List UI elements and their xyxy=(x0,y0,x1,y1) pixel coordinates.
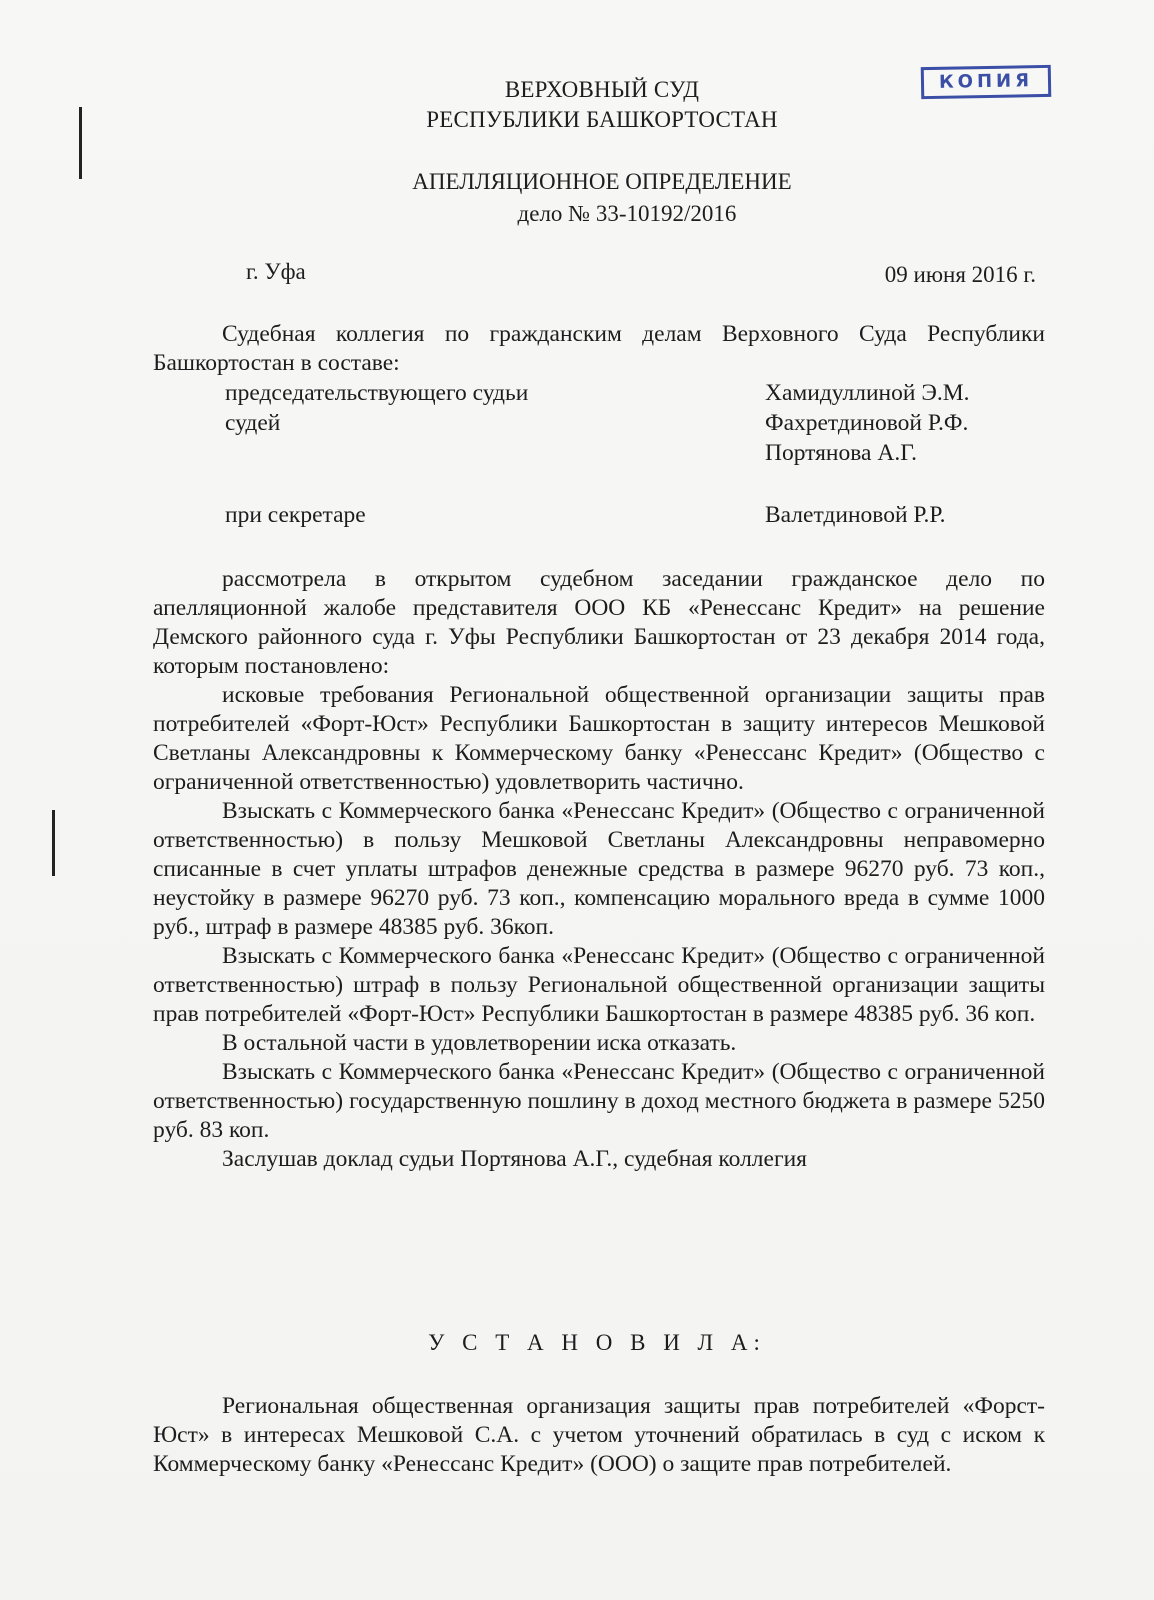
presiding-name: Хамидуллиной Э.М. xyxy=(765,380,970,406)
paragraph: В остальной части в удовлетворении иска отказать. xyxy=(222,1030,737,1056)
paragraph: Взыскать с Коммерческого банка «Ренессанс Кредит» (Общество с ограниченной ответственностью) государственную пошлину в доход местного бюджета в размере 5250 руб. 83 коп. xyxy=(153,1059,1045,1143)
judges-row-2 xyxy=(225,438,1045,468)
case-number: дело № 33-10192/2016 xyxy=(517,201,737,226)
judges-row xyxy=(225,408,1045,438)
court-line-1: ВЕРХОВНЫЙ СУД xyxy=(504,77,700,102)
judge-2-name: Портянова А.Г. xyxy=(765,440,918,466)
secretary-row xyxy=(225,500,1045,530)
decision-body xyxy=(153,565,1045,1174)
established-body xyxy=(153,1392,1045,1479)
presiding-row xyxy=(225,378,1045,408)
paragraph: Взыскать с Коммерческого банка «Ренессанс Кредит» (Общество с ограниченной ответственностью) штраф в пользу Региональной общественной организации защиты прав потребителей «Форт-Юст» Республики Башкортостан в размере 48385 руб. 36 коп. xyxy=(153,943,1045,1027)
secretary-label: при секретаре xyxy=(225,502,366,528)
city: г. Уфа xyxy=(246,259,306,284)
court-line-2: РЕСПУБЛИКИ БАШКОРТОСТАН xyxy=(426,107,778,132)
copy-stamp: КОПИЯ xyxy=(921,65,1052,99)
judge-1-name: Фахретдиновой Р.Ф. xyxy=(765,410,969,436)
paragraph: рассмотрела в открытом судебном заседании гражданское дело по апелляционной жалобе представителя ООО КБ «Ренессанс Кредит» на решение Демского районного суда г. Уфы Республики Башкортостан от 23 декабря 2014 года, которым постановлено: xyxy=(153,566,1045,679)
paragraph: Заслушав доклад судьи Портянова А.Г., судебная коллегия xyxy=(222,1146,807,1172)
document-date: 09 июня 2016 г. xyxy=(884,262,1036,287)
presiding-label: председательствующего судьи xyxy=(225,380,529,406)
judges-label: судей xyxy=(225,410,281,436)
composition-intro-text: Судебная коллегия по гражданским делам Верховного Суда Республики Башкортостан в составе: xyxy=(153,321,1045,376)
secretary-name: Валетдиновой Р.Р. xyxy=(765,502,946,528)
document-type: АПЕЛЛЯЦИОННОЕ ОПРЕДЕЛЕНИЕ xyxy=(412,169,792,194)
paragraph: Взыскать с Коммерческого банка «Ренессанс Кредит» (Общество с ограниченной ответственностью) в пользу Мешковой Светланы Александровны неправомерно списанные в счет уплаты штрафов денежные средства в размере 96270 руб. 73 коп., неустойку в размере 96270 руб. 73 коп., компенсацию морального вреда в сумме 1000 руб., штраф в размере 48385 руб. 36коп. xyxy=(153,798,1045,940)
paragraph: исковые требования Региональной общественной организации защиты прав потребителей «Форт-Юст» Республики Башкортостан в защиту интересов Мешковой Светланы Александровны к Коммерческому банку «Ренессанс Кредит» (Общество с ограниченной ответственностью) удовлетворить частично. xyxy=(153,682,1045,795)
established-heading: У С Т А Н О В И Л А: xyxy=(428,1330,766,1355)
secretary-block xyxy=(225,500,1045,530)
panel-composition xyxy=(225,378,1045,468)
document-heading xyxy=(0,166,1154,230)
paragraph: Региональная общественная организация защиты прав потребителей «Форст-Юст» в интересах Мешковой С.А. с учетом уточнений обратилась в суд с иском к Коммерческому банку «Ренессанс Кредит» (ООО) о защите прав потребителей. xyxy=(153,1393,1045,1477)
margin-mark-middle xyxy=(52,810,55,876)
composition-intro xyxy=(153,320,1045,378)
